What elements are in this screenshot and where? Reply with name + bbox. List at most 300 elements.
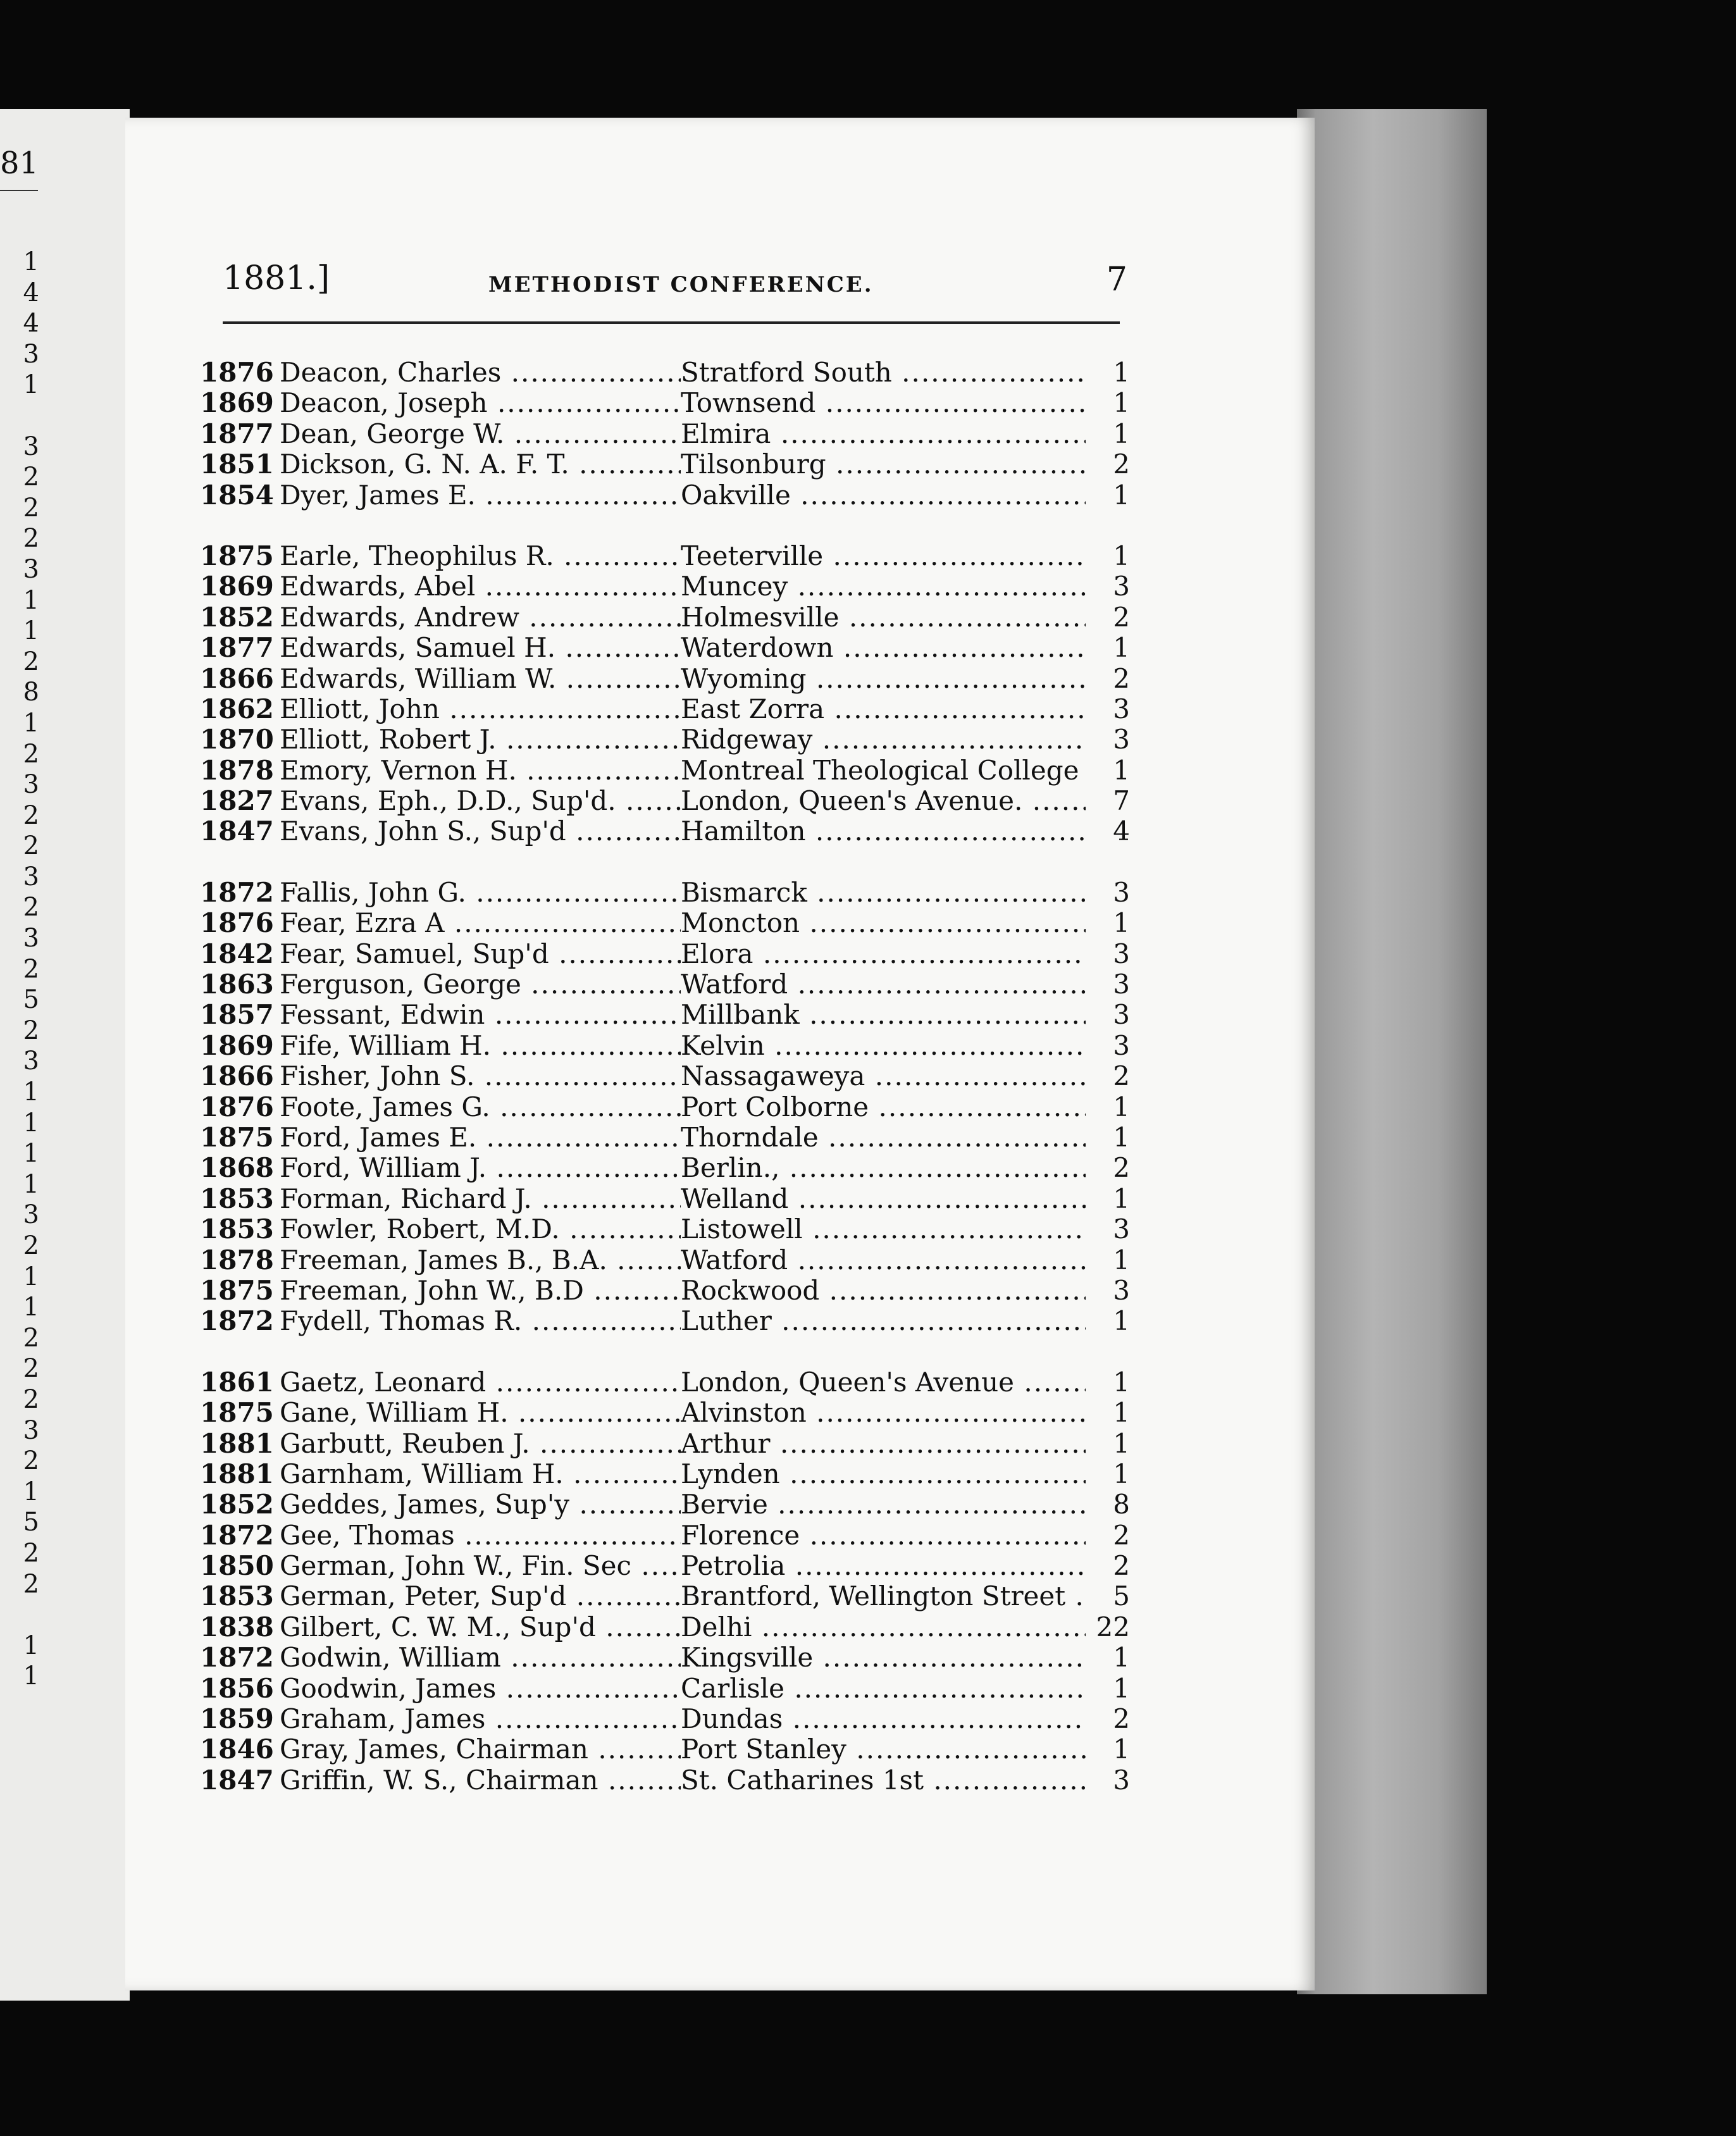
entry-station bbox=[681, 1122, 1086, 1153]
entry-years-count: 3 bbox=[1113, 938, 1130, 969]
entry-station-text: Port Stanley bbox=[681, 1734, 846, 1765]
roster-entry bbox=[200, 1642, 1130, 1673]
left-page-number: 2 bbox=[23, 800, 39, 830]
entry-years-count: 3 bbox=[1113, 693, 1130, 724]
left-page-number: 1 bbox=[23, 1630, 39, 1660]
entry-year: 1852 bbox=[200, 1489, 274, 1520]
entry-year: 1856 bbox=[200, 1672, 274, 1704]
entry-station-text: Arthur bbox=[681, 1428, 771, 1459]
entry-station bbox=[681, 908, 1086, 938]
entry-station-text: Carlisle bbox=[681, 1673, 784, 1704]
roster-entry bbox=[200, 1765, 1130, 1796]
left-page-number: 1 bbox=[23, 1661, 39, 1691]
left-page-number: 3 bbox=[23, 554, 39, 584]
entry-years-count: 7 bbox=[1113, 785, 1130, 817]
entry-year: 1872 bbox=[200, 1305, 274, 1337]
entry-year: 1876 bbox=[200, 907, 274, 939]
leader-dots bbox=[1079, 755, 1086, 786]
entry-station bbox=[681, 1092, 1086, 1122]
left-page-number: 2 bbox=[23, 739, 39, 769]
left-page-number: 5 bbox=[23, 1508, 39, 1537]
entry-station-text: St. Catharines 1st bbox=[681, 1765, 924, 1796]
leader-dots bbox=[892, 357, 1086, 388]
left-page-number: 3 bbox=[23, 1200, 39, 1230]
entry-years-count: 3 bbox=[1113, 1214, 1130, 1245]
entry-station bbox=[681, 1061, 1086, 1091]
entry-name-text: Fydell, Thomas R. bbox=[280, 1306, 523, 1337]
entry-station-text: London, Queen's Avenue bbox=[681, 1367, 1015, 1398]
entry-name-text: Godwin, William bbox=[280, 1642, 501, 1673]
entry-name-text: Gaetz, Leonard bbox=[280, 1367, 487, 1398]
entry-year: 1827 bbox=[200, 785, 274, 817]
entry-station-text: Berlin., bbox=[681, 1153, 780, 1184]
entry-station bbox=[681, 664, 1086, 694]
entry-name-text: Fallis, John G. bbox=[280, 877, 466, 908]
entry-station-text: Florence bbox=[681, 1520, 800, 1551]
entry-name-text: Foote, James G. bbox=[280, 1091, 490, 1122]
leader-dots bbox=[924, 1765, 1086, 1796]
entry-years-count: 1 bbox=[1113, 1397, 1130, 1429]
entry-name-text: Garbutt, Reuben J. bbox=[280, 1428, 530, 1459]
left-page-number: 1 bbox=[23, 1139, 39, 1169]
entry-year: 1875 bbox=[200, 540, 274, 571]
entry-station-text: Townsend bbox=[681, 388, 816, 419]
entry-years-count: 1 bbox=[1113, 540, 1130, 571]
entry-station-text: Elmira bbox=[681, 418, 771, 449]
leader-dots bbox=[823, 541, 1086, 571]
leader-dots bbox=[785, 1551, 1086, 1581]
entry-name-text: Dyer, James E. bbox=[280, 480, 476, 511]
leader-dots bbox=[753, 939, 1086, 969]
roster-entry bbox=[200, 786, 1130, 816]
leader-dots bbox=[788, 969, 1086, 1000]
leader-dots bbox=[807, 878, 1086, 908]
running-head bbox=[223, 253, 1127, 304]
entry-station bbox=[681, 1184, 1086, 1214]
entry-years-count: 1 bbox=[1113, 1305, 1130, 1337]
entry-name-text: Gee, Thomas bbox=[280, 1520, 455, 1551]
entry-name-text: Dean, George W. bbox=[280, 418, 505, 449]
entry-years-count: 1 bbox=[1113, 754, 1130, 786]
left-page-number: 8 bbox=[23, 678, 39, 707]
roster-entry bbox=[200, 1581, 1130, 1611]
roster-entry bbox=[200, 541, 1130, 571]
left-page-number: 5 bbox=[23, 985, 39, 1015]
leader-dots bbox=[788, 1245, 1086, 1276]
entry-station bbox=[681, 694, 1086, 724]
entry-station bbox=[681, 1551, 1086, 1581]
roster-entry bbox=[200, 1214, 1130, 1245]
left-page-number: 1 bbox=[23, 247, 39, 276]
leader-dots bbox=[807, 1398, 1086, 1428]
entry-name-text: Fear, Samuel, Sup'd bbox=[280, 938, 549, 969]
entry-years-count: 3 bbox=[1113, 1274, 1130, 1306]
entry-station-text: Kelvin bbox=[681, 1030, 765, 1061]
entry-name-text: Deacon, Joseph bbox=[280, 388, 488, 419]
entry-station bbox=[681, 602, 1086, 633]
roster-entry bbox=[200, 1245, 1130, 1276]
entry-station-text: Millbank bbox=[681, 1000, 800, 1031]
minister-roster bbox=[200, 357, 1130, 1796]
entry-name-text: German, Peter, Sup'd bbox=[280, 1581, 567, 1612]
entry-station bbox=[681, 969, 1086, 1000]
entry-name-text: Deacon, Charles bbox=[280, 357, 502, 388]
entry-year: 1853 bbox=[200, 1580, 274, 1612]
entry-years-count: 2 bbox=[1113, 601, 1130, 633]
entry-station bbox=[681, 388, 1086, 418]
entry-year: 1875 bbox=[200, 1397, 274, 1429]
entry-name-text: Ferguson, George bbox=[280, 969, 521, 1000]
entry-station-text: Holmesville bbox=[681, 602, 840, 633]
roster-entry bbox=[200, 357, 1130, 388]
left-page-number: 1 bbox=[23, 1108, 39, 1138]
entry-year: 1877 bbox=[200, 632, 274, 664]
roster-entry bbox=[200, 1367, 1130, 1398]
roster-entry bbox=[200, 1551, 1130, 1581]
entry-years-count: 3 bbox=[1113, 969, 1130, 1000]
entry-station bbox=[681, 724, 1086, 755]
entry-name-text: Edwards, Andrew bbox=[280, 602, 519, 633]
entry-name-text: Dickson, G. N. A. F. T. bbox=[280, 449, 569, 480]
leader-dots bbox=[806, 816, 1086, 847]
entry-station bbox=[681, 1276, 1086, 1306]
entry-name-text: Gray, James, Chairman bbox=[280, 1734, 588, 1765]
left-page-number: 2 bbox=[23, 831, 39, 861]
roster-entry bbox=[200, 1489, 1130, 1520]
left-page-number: 1 bbox=[23, 1169, 39, 1199]
left-page-number: 3 bbox=[23, 1415, 39, 1445]
roster-entry bbox=[200, 480, 1130, 511]
leader-dots bbox=[813, 1642, 1086, 1673]
leader-dots bbox=[780, 1459, 1086, 1489]
running-head-year: 1881.] bbox=[223, 259, 330, 297]
entry-years-count: 2 bbox=[1113, 1152, 1130, 1184]
entry-years-count: 1 bbox=[1113, 1091, 1130, 1122]
roster-entry bbox=[200, 1031, 1130, 1061]
entry-station bbox=[681, 1642, 1086, 1673]
left-page-number: 4 bbox=[23, 278, 39, 307]
entry-years-count: 1 bbox=[1113, 387, 1130, 419]
roster-entry bbox=[200, 1122, 1130, 1153]
entry-name-text: Gilbert, C. W. M., Sup'd bbox=[280, 1611, 596, 1642]
entry-year: 1846 bbox=[200, 1734, 274, 1765]
entry-station bbox=[681, 1673, 1086, 1704]
roster-entry bbox=[200, 969, 1130, 1000]
entry-station-text: Oakville bbox=[681, 480, 791, 511]
entry-years-count: 1 bbox=[1113, 1427, 1130, 1459]
entry-year: 1868 bbox=[200, 1152, 274, 1184]
entry-station-text: Muncey bbox=[681, 571, 788, 602]
leader-dots bbox=[812, 724, 1086, 755]
entry-year: 1872 bbox=[200, 1519, 274, 1551]
entry-years-count: 3 bbox=[1113, 724, 1130, 755]
roster-entry bbox=[200, 724, 1130, 755]
entry-years-count: 1 bbox=[1113, 1642, 1130, 1673]
entry-name-text: Fowler, Robert, M.D. bbox=[280, 1214, 560, 1245]
roster-entry bbox=[200, 878, 1130, 908]
entry-station bbox=[681, 939, 1086, 969]
left-page-number: 2 bbox=[23, 1384, 39, 1414]
leader-dots bbox=[846, 1734, 1086, 1765]
entry-name-text: Evans, Eph., D.D., Sup'd. bbox=[280, 786, 616, 817]
entry-station bbox=[681, 1214, 1086, 1245]
group-gap bbox=[200, 847, 1130, 878]
left-page-number: 2 bbox=[23, 954, 39, 984]
entry-station bbox=[681, 1245, 1086, 1276]
leader-dots bbox=[815, 388, 1086, 418]
left-page-years-column bbox=[14, 247, 39, 1692]
entry-station-text: Brantford, Wellington Street bbox=[681, 1581, 1066, 1612]
entry-year: 1875 bbox=[200, 1274, 274, 1306]
entry-station bbox=[681, 1429, 1086, 1459]
entry-station bbox=[681, 633, 1086, 663]
entry-years-count: 1 bbox=[1113, 1244, 1130, 1276]
entry-name-text: Edwards, Abel bbox=[280, 571, 476, 602]
entry-years-count: 3 bbox=[1113, 1029, 1130, 1061]
entry-name-text: Earle, Theophilus R. bbox=[280, 540, 554, 571]
entry-years-count: 2 bbox=[1113, 662, 1130, 694]
entry-year: 1842 bbox=[200, 938, 274, 969]
entry-station bbox=[681, 1000, 1086, 1030]
entry-name-text: Gane, William H. bbox=[280, 1398, 509, 1429]
entry-station-text: Wyoming bbox=[681, 663, 807, 694]
entry-year: 1854 bbox=[200, 479, 274, 511]
entry-station-text: Alvinston bbox=[681, 1398, 807, 1429]
entry-name-text: Elliott, Robert J. bbox=[280, 724, 497, 755]
entry-years-count: 1 bbox=[1113, 1458, 1130, 1489]
leader-dots bbox=[1022, 786, 1086, 816]
entry-station bbox=[681, 1520, 1086, 1551]
entry-year: 1853 bbox=[200, 1214, 274, 1245]
entry-station bbox=[681, 786, 1086, 816]
left-page-number: 2 bbox=[23, 493, 39, 523]
left-page-number: 2 bbox=[23, 463, 39, 492]
entry-station bbox=[681, 1581, 1086, 1611]
entry-years-count: 2 bbox=[1113, 1519, 1130, 1551]
entry-name-text: Garnham, William H. bbox=[280, 1458, 564, 1489]
entry-year: 1850 bbox=[200, 1550, 274, 1582]
roster-entry bbox=[200, 419, 1130, 449]
left-page-number: 2 bbox=[23, 1015, 39, 1045]
entry-year: 1869 bbox=[200, 387, 274, 419]
roster-entry bbox=[200, 1184, 1130, 1214]
entry-name-text: German, John W., Fin. Sec bbox=[280, 1551, 632, 1582]
left-page-number: 2 bbox=[23, 1231, 39, 1260]
entry-station bbox=[681, 1489, 1086, 1520]
left-page-number bbox=[14, 400, 39, 432]
entry-years-count: 3 bbox=[1113, 571, 1130, 602]
entry-name-text: Forman, Richard J. bbox=[280, 1183, 532, 1214]
roster-entry bbox=[200, 602, 1130, 633]
left-page-number: 2 bbox=[23, 893, 39, 922]
entry-year: 1851 bbox=[200, 449, 274, 480]
entry-years-count: 3 bbox=[1113, 1764, 1130, 1796]
entry-year: 1869 bbox=[200, 571, 274, 602]
left-page-number: 3 bbox=[23, 924, 39, 953]
entry-year: 1863 bbox=[200, 969, 274, 1000]
entry-station bbox=[681, 755, 1086, 786]
roster-entry bbox=[200, 1276, 1130, 1306]
entry-year: 1869 bbox=[200, 1029, 274, 1061]
entry-year: 1872 bbox=[200, 876, 274, 908]
entry-years-count: 1 bbox=[1113, 632, 1130, 664]
entry-station bbox=[681, 541, 1086, 571]
leader-dots bbox=[1014, 1367, 1086, 1398]
leader-dots bbox=[806, 664, 1086, 694]
entry-station-text: Rockwood bbox=[681, 1275, 820, 1306]
entry-name-text: Ford, William J. bbox=[280, 1153, 487, 1184]
entry-station-text: Moncton bbox=[681, 908, 800, 939]
entry-name-text: Evans, John S., Sup'd bbox=[280, 816, 566, 847]
roster-entry bbox=[200, 1673, 1130, 1704]
entry-station-text: East Zorra bbox=[681, 693, 825, 724]
entry-years-count: 1 bbox=[1113, 357, 1130, 388]
entry-years-count: 1 bbox=[1113, 1672, 1130, 1704]
entry-years-count: 1 bbox=[1113, 479, 1130, 511]
entry-years-count: 8 bbox=[1113, 1489, 1130, 1520]
leader-dots bbox=[865, 1061, 1086, 1091]
left-page-number: 2 bbox=[23, 1446, 39, 1476]
left-page-number: 3 bbox=[23, 1046, 39, 1076]
left-page-number: 2 bbox=[23, 1538, 39, 1568]
entry-year: 1878 bbox=[200, 1244, 274, 1276]
entry-station bbox=[681, 1398, 1086, 1428]
left-page-rule bbox=[0, 190, 38, 191]
entry-name-text: Freeman, John W., B.D bbox=[280, 1275, 584, 1306]
page-number: 7 bbox=[1106, 261, 1127, 299]
entry-station bbox=[681, 1734, 1086, 1765]
entry-station-text: Stratford South bbox=[681, 357, 892, 388]
entry-year: 1866 bbox=[200, 662, 274, 694]
roster-entry bbox=[200, 939, 1130, 969]
entry-year: 1847 bbox=[200, 816, 274, 847]
entry-year: 1852 bbox=[200, 601, 274, 633]
leader-dots bbox=[819, 1276, 1086, 1306]
entry-years-count: 1 bbox=[1113, 418, 1130, 449]
left-page-number: 3 bbox=[23, 339, 39, 369]
left-page-number: 1 bbox=[23, 708, 39, 738]
entry-station bbox=[681, 1459, 1086, 1489]
left-page-number: 1 bbox=[23, 1477, 39, 1506]
roster-entry bbox=[200, 1734, 1130, 1765]
roster-entry bbox=[200, 1429, 1130, 1459]
left-page-number: 2 bbox=[23, 524, 39, 554]
entry-station bbox=[681, 816, 1086, 847]
entry-years-count: 4 bbox=[1113, 816, 1130, 847]
entry-name-text: Elliott, John bbox=[280, 693, 440, 724]
entry-year: 1876 bbox=[200, 1091, 274, 1122]
left-page-number: 4 bbox=[23, 309, 39, 338]
entry-name-text: Fife, William H. bbox=[280, 1030, 492, 1061]
left-page-number: 1 bbox=[23, 616, 39, 646]
group-gap bbox=[200, 1337, 1130, 1367]
roster-entry bbox=[200, 1306, 1130, 1336]
entry-name-text: Geddes, James, Sup'y bbox=[280, 1489, 570, 1520]
leader-dots bbox=[803, 1214, 1086, 1245]
leader-dots bbox=[752, 1612, 1086, 1642]
entry-station bbox=[681, 1031, 1086, 1061]
roster-entry bbox=[200, 1612, 1130, 1642]
entry-year: 1862 bbox=[200, 693, 274, 724]
leader-dots bbox=[770, 1429, 1086, 1459]
entry-station bbox=[681, 571, 1086, 602]
entry-station-text: Waterdown bbox=[681, 633, 834, 664]
roster-entry bbox=[200, 816, 1130, 847]
entry-station-text: Tilsonburg bbox=[681, 449, 826, 480]
entry-years-count: 2 bbox=[1113, 1550, 1130, 1582]
entry-station bbox=[681, 449, 1086, 480]
left-page-number: 2 bbox=[23, 647, 39, 676]
entry-year: 1881 bbox=[200, 1427, 274, 1459]
entry-station bbox=[681, 357, 1086, 388]
leader-dots bbox=[771, 419, 1086, 449]
entry-station bbox=[681, 1367, 1086, 1398]
roster-entry bbox=[200, 1704, 1130, 1734]
entry-station-text: Nassagaweya bbox=[681, 1061, 865, 1092]
entry-station-text: Bismarck bbox=[681, 877, 807, 908]
entry-name-text: Fisher, John S. bbox=[280, 1061, 475, 1092]
leader-dots bbox=[824, 694, 1086, 724]
roster-entry bbox=[200, 755, 1130, 786]
entry-years-count: 1 bbox=[1113, 1366, 1130, 1398]
leader-dots bbox=[800, 1520, 1086, 1551]
entry-station-text: Listowell bbox=[681, 1214, 803, 1245]
entry-station bbox=[681, 1306, 1086, 1336]
entry-name-text: Freeman, James B., B.A. bbox=[280, 1245, 607, 1276]
roster-entry bbox=[200, 1092, 1130, 1122]
entry-year: 1870 bbox=[200, 724, 274, 755]
leader-dots bbox=[765, 1031, 1086, 1061]
entry-station-text: Dundas bbox=[681, 1704, 783, 1735]
entry-years-count: 22 bbox=[1096, 1611, 1130, 1642]
group-gap bbox=[200, 511, 1130, 541]
left-page-number: 3 bbox=[23, 432, 39, 461]
entry-year: 1881 bbox=[200, 1458, 274, 1489]
entry-station bbox=[681, 1765, 1086, 1796]
left-page-number: 3 bbox=[23, 770, 39, 800]
entry-years-count: 2 bbox=[1113, 449, 1130, 480]
entry-year: 1876 bbox=[200, 357, 274, 388]
leader-dots bbox=[791, 480, 1086, 511]
leader-dots bbox=[784, 1673, 1086, 1704]
entry-station-text: Watford bbox=[681, 969, 788, 1000]
left-page-number: 1 bbox=[23, 1293, 39, 1322]
leader-dots bbox=[783, 1704, 1086, 1734]
entry-name-text: Edwards, William W. bbox=[280, 663, 557, 694]
left-page-number: 2 bbox=[23, 1354, 39, 1384]
entry-station bbox=[681, 480, 1086, 511]
roster-entry bbox=[200, 1459, 1130, 1489]
leader-dots bbox=[788, 1184, 1086, 1214]
left-page-number: 2 bbox=[23, 1323, 39, 1353]
entry-station-text: Elora bbox=[681, 938, 753, 969]
entry-station-text: Luther bbox=[681, 1306, 772, 1337]
entry-station-text: Bervie bbox=[681, 1489, 768, 1520]
roster-entry bbox=[200, 694, 1130, 724]
entry-years-count: 1 bbox=[1113, 1183, 1130, 1214]
entry-years-count: 2 bbox=[1113, 1060, 1130, 1092]
left-page-number bbox=[14, 1599, 39, 1630]
leader-dots bbox=[869, 1092, 1086, 1122]
entry-station-text: Lynden bbox=[681, 1458, 780, 1489]
roster-entry bbox=[200, 1153, 1130, 1183]
left-page-number: 1 bbox=[23, 1077, 39, 1107]
entry-name-text: Ford, James E. bbox=[280, 1122, 477, 1153]
entry-years-count: 1 bbox=[1113, 907, 1130, 939]
entry-years-count: 5 bbox=[1113, 1580, 1130, 1612]
entry-station bbox=[681, 1153, 1086, 1183]
entry-station-text: London, Queen's Avenue. bbox=[681, 786, 1023, 817]
